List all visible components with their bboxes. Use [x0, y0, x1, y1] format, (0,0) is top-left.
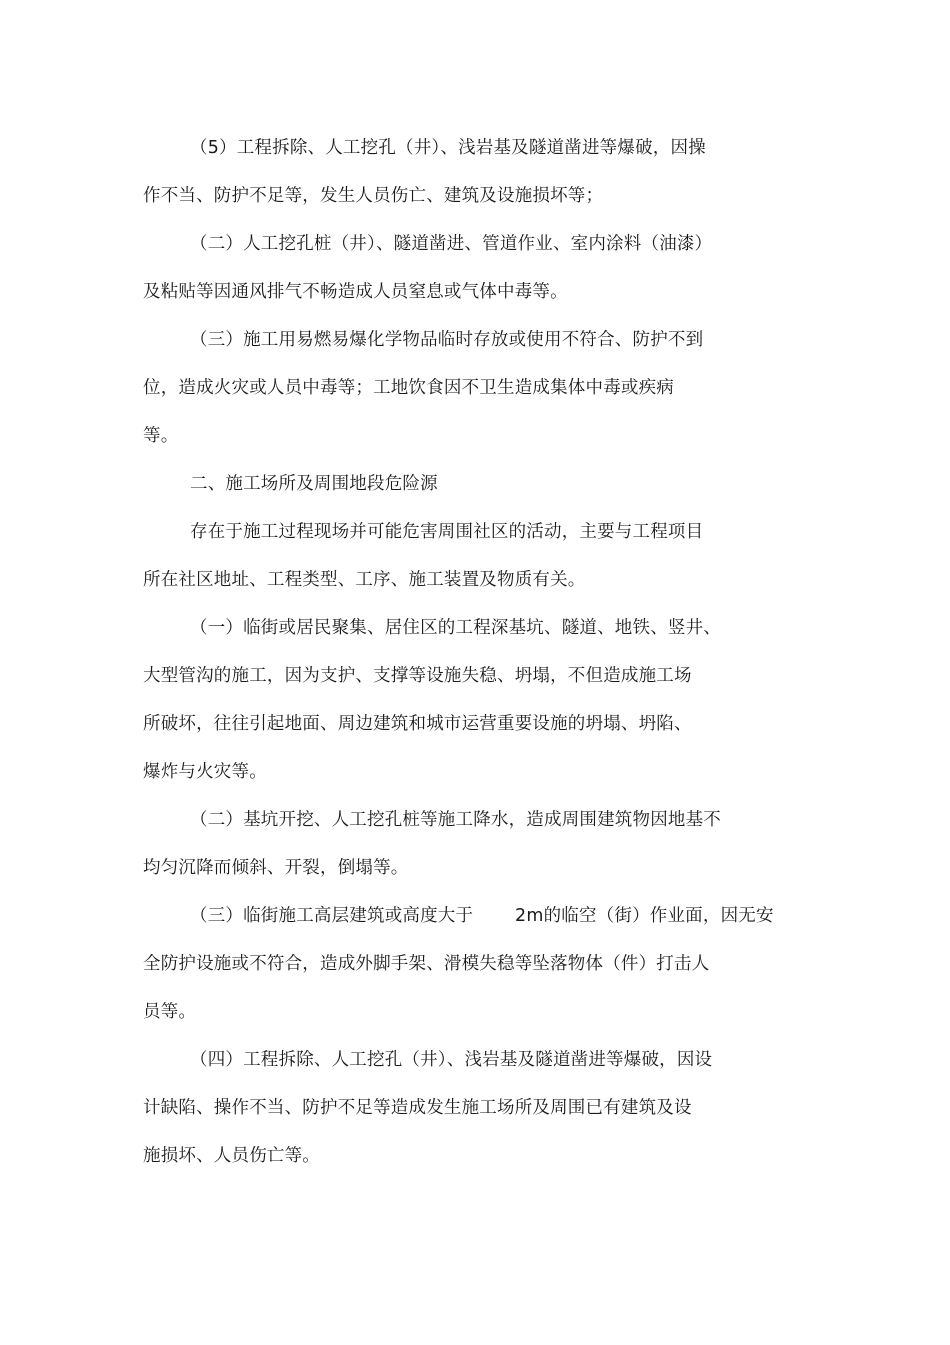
text-line: 等。 [143, 426, 179, 446]
text-line: （一）临街或居民聚集、居住区的工程深基坑、隧道、地铁、竖井、 [190, 618, 721, 638]
section-heading: 二、施工场所及周围地段危险源 [190, 474, 438, 494]
text-line: 及粘贴等因通风排气不畅造成人员窒息或气体中毒等。 [143, 282, 568, 302]
text-line: 所破坏，往往引起地面、周边建筑和城市运营重要设施的坍塌、坍陷、 [143, 714, 692, 734]
text-line: 2m的临空（街）作业面，因无安 [515, 906, 774, 926]
text-line: 所在社区地址、工程类型、工序、施工装置及物质有关。 [143, 570, 586, 590]
text-line: 位，造成火灾或人员中毒等；工地饮食因不卫生造成集体中毒或疾病 [143, 378, 674, 398]
text-line: 均匀沉降而倾斜、开裂，倒塌等。 [143, 858, 409, 878]
text-line: 员等。 [143, 1002, 197, 1022]
text-line: （三）施工用易燃易爆化学物品临时存放或使用不符合、防护不到 [190, 330, 704, 350]
text-line: 存在于施工过程现场并可能危害周围社区的活动，主要与工程项目 [190, 522, 704, 542]
text-line: 施损坏、人员伤亡等。 [143, 1146, 320, 1166]
text-line: 大型管沟的施工，因为支护、支撑等设施失稳、坍塌，不但造成施工场 [143, 666, 692, 686]
text-line: 爆炸与火灾等。 [143, 762, 267, 782]
text-line: （四）工程拆除、人工挖孔（井）、浅岩基及隧道凿进等爆破，因设 [190, 1050, 713, 1070]
text-line: 全防护设施或不符合，造成外脚手架、滑模失稳等坠落物体（件）打击人 [143, 954, 710, 974]
text-line: 作不当、防护不足等，发生人员伤亡、建筑及设施损坏等； [143, 186, 604, 206]
text-line: （三）临街施工高层建筑或高度大于 [190, 906, 474, 926]
text-line: （5）工程拆除、人工挖孔（井）、浅岩基及隧道凿进等爆破，因操 [190, 138, 706, 158]
text-line: （二）基坑开挖、人工挖孔桩等施工降水，造成周围建筑物因地基不 [190, 810, 721, 830]
text-line: 计缺陷、操作不当、防护不足等造成发生施工场所及周围已有建筑及设 [143, 1098, 692, 1118]
text-line: （二）人工挖孔桩（井）、隧道凿进、管道作业、室内涂料（油漆） [190, 234, 713, 254]
